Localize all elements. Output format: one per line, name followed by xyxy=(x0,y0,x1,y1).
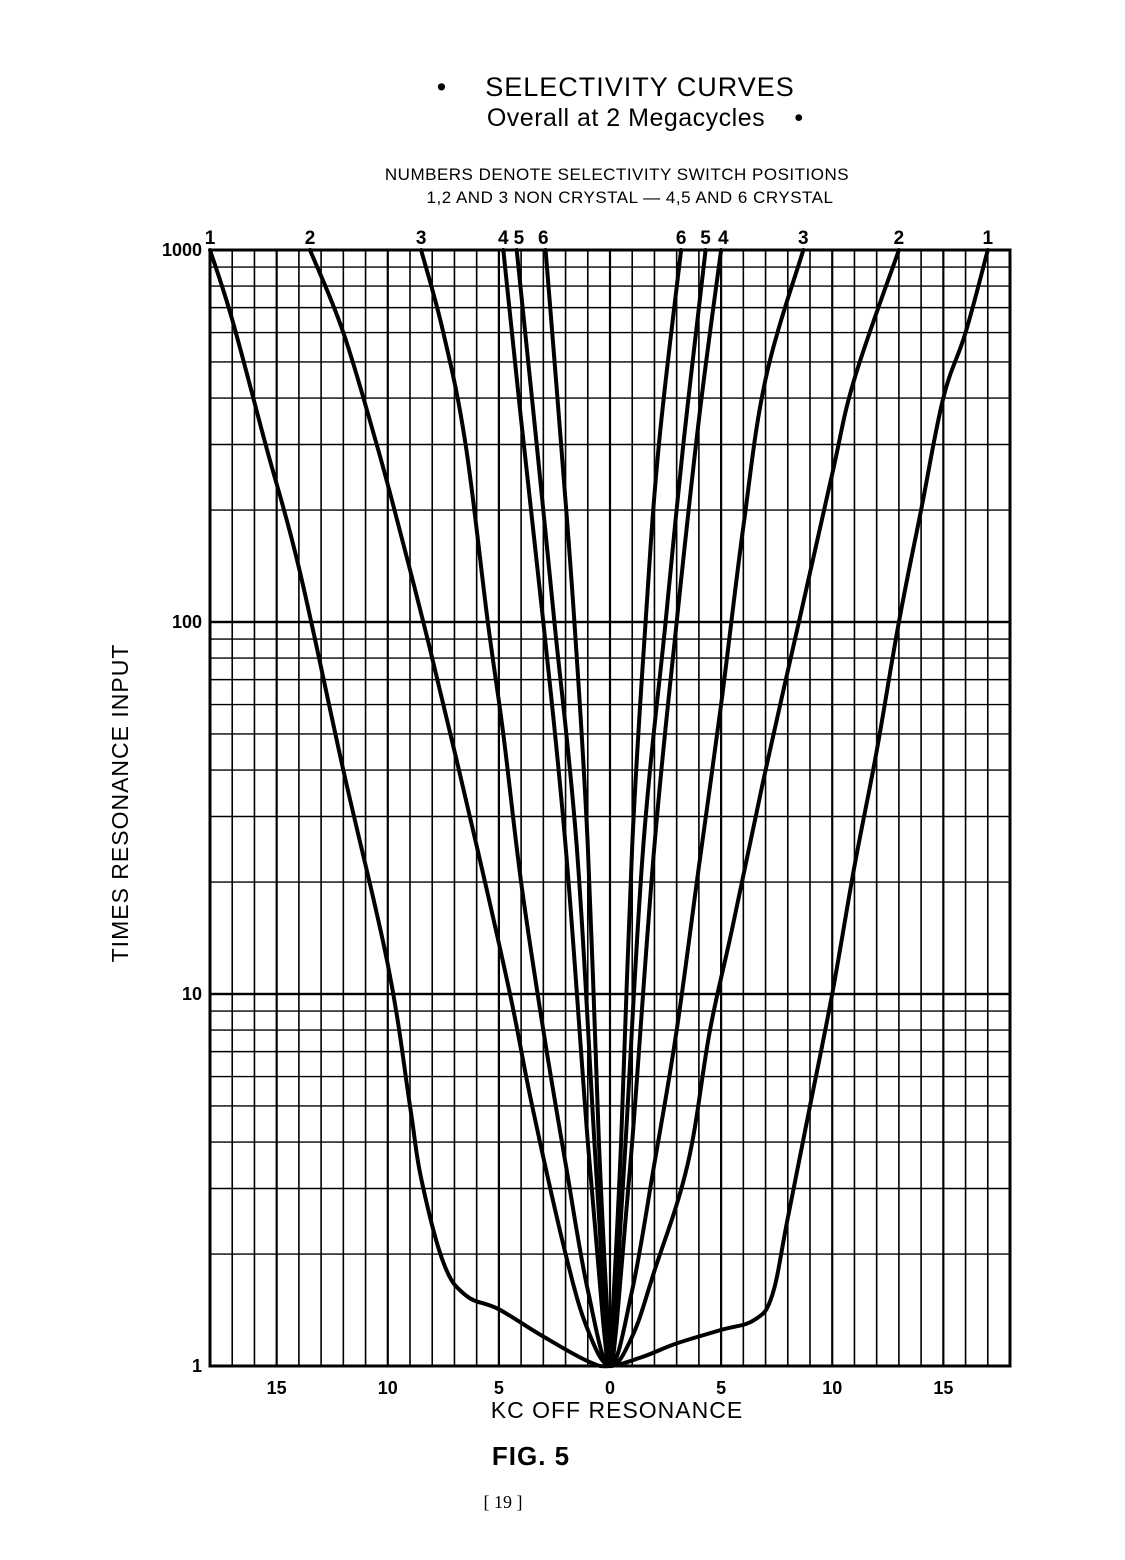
chart-note-line2: 1,2 AND 3 NON CRYSTAL — 4,5 AND 6 CRYSTAL xyxy=(426,188,834,207)
x-tick-label: 10 xyxy=(377,1378,398,1398)
selectivity-curves xyxy=(210,250,988,1366)
x-tick-label: 15 xyxy=(266,1378,287,1398)
curve-label-1: 1 xyxy=(982,228,994,249)
curve-labels-top xyxy=(205,228,994,249)
page-number: [ 19 ] xyxy=(483,1492,523,1512)
chart-title: SELECTIVITY CURVES xyxy=(485,72,795,102)
y-tick-label: 10 xyxy=(181,984,202,1004)
curve-label-2: 2 xyxy=(893,228,905,249)
chart-note-line1: NUMBERS DENOTE SELECTIVITY SWITCH POSITIONS xyxy=(384,165,850,184)
curve-label-3: 3 xyxy=(415,228,427,249)
curve-label-5: 5 xyxy=(513,228,525,249)
curve-label-2: 2 xyxy=(304,228,316,249)
x-tick-labels xyxy=(267,1378,954,1398)
curve-4 xyxy=(503,250,721,1366)
grid-lines xyxy=(210,250,1010,1366)
x-tick-label: 0 xyxy=(604,1378,616,1398)
x-tick-label: 15 xyxy=(933,1378,954,1398)
y-tick-label: 1000 xyxy=(161,240,202,260)
x-tick-label: 5 xyxy=(493,1378,504,1398)
curve-label-1: 1 xyxy=(204,228,216,249)
x-axis-label: KC OFF RESONANCE xyxy=(490,1397,744,1423)
curve-label-6: 6 xyxy=(675,228,687,249)
chart-subtitle: Overall at 2 Megacycles xyxy=(486,104,766,132)
figure-label: FIG. 5 xyxy=(491,1441,571,1471)
y-tick-labels xyxy=(162,240,202,1376)
y-tick-label: 100 xyxy=(171,612,202,632)
curve-3 xyxy=(421,250,803,1366)
x-tick-label: 5 xyxy=(716,1378,727,1398)
title-bullet-left: • xyxy=(436,72,448,102)
curve-label-6: 6 xyxy=(538,228,549,249)
y-axis-label: TIMES RESONANCE INPUT xyxy=(107,643,133,963)
subtitle-bullet-right: • xyxy=(794,104,804,132)
curve-label-4: 4 xyxy=(718,228,729,249)
curve-label-4: 4 xyxy=(498,228,509,249)
x-tick-label: 10 xyxy=(822,1378,843,1398)
curve-label-5: 5 xyxy=(700,228,711,249)
y-tick-label: 1 xyxy=(191,1356,202,1376)
curve-label-3: 3 xyxy=(798,228,809,249)
